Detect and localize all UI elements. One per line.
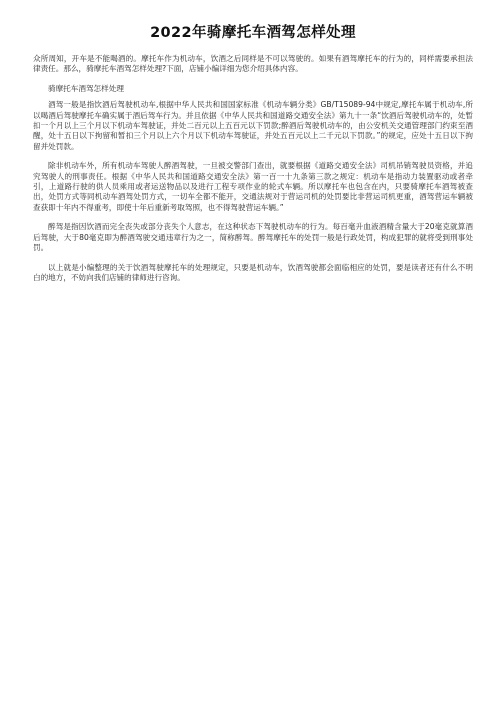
drunk-driving-law-paragraph: 酒驾一般是指饮酒后驾驶机动车,根据中华人民共和国国家标准《机动车辆分类》GB/T15089-94中规定,摩托车属于机动车,所以喝酒后驾驶摩托车确实属于酒后驾车行为。并且依据《中华人民共和国道路交通安全法》第九十一条“饮酒后驾驶机动车的，处暂扣一个月以上三个月以下机动车驾驶证，并处二百元以上五百元以下罚款;醉酒后驾驶机动车的，由公安机关交通管理部门约束至酒醒，处十五日以下拘留和暂扣三个月以上六个月以下机动车驾驶证，并处五百元以上二千元以下罚款。”的规定，应处十五日以下拘留并处罚款。 — [33, 100, 473, 151]
intoxicated-driving-paragraph: 醉驾是指因饮酒而完全丧失或部分丧失个人意志，在这种状态下驾驶机动车的行为。每百毫升血液酒精含量大于20毫克就算酒后驾驶，大于80毫克即为醉酒驾驶交通违章行为之一，简称醉驾。醉驾摩托车的处罚一般是行政处罚，构成犯罪的就将受到刑事处罚。 — [33, 222, 473, 253]
motor-vehicle-definition-paragraph: 除非机动车外，所有机动车驾驶人醉酒驾驶，一旦被交警部门查出，就要根据《道路交通安全法》司机吊销驾驶员资格，并追究驾驶人的刑事责任。根据《中华人民共和国道路交通安全法》第一百一十九条第三款之规定：机动车是指动力装置驱动或者牵引，上道路行驶的供人员乘用或者运送物品以及进行工程专项作业的轮式车辆。所以摩托车也包含在内，只要骑摩托车酒驾被查出，处罚方式等同机动车酒驾处罚方式，一切车全都不能开，交通法规对于营运司机的处罚要比非营运司机更重，酒驾营运车辆被查获即十年内不得重考，即使十年后重新考取驾照，也不得驾驶营运车辆。” — [33, 161, 473, 212]
section-heading: 骑摩托车酒驾怎样处理 — [48, 83, 124, 93]
document-title: 2022年骑摩托车酒驾怎样处理 — [150, 25, 356, 41]
closing-paragraph: 以上就是小编整理的关于饮酒驾驶摩托车的处理规定，只要是机动车，饮酒驾驶都会面临相应的处罚，要是读者还有什么不明白的地方，不妨向我们店铺的律师进行咨询。 — [33, 262, 473, 282]
document-body — [33, 54, 473, 283]
document-page — [33, 0, 473, 292]
intro-paragraph: 众所周知，开车是不能喝酒的。摩托车作为机动车，饮酒之后同样是不可以驾驶的。如果有酒驾摩托车的行为的，同样需要承担法律责任。那么，骑摩托车酒驾怎样处理?下面，店铺小编详细为您介绍具体内容。 — [33, 54, 473, 74]
